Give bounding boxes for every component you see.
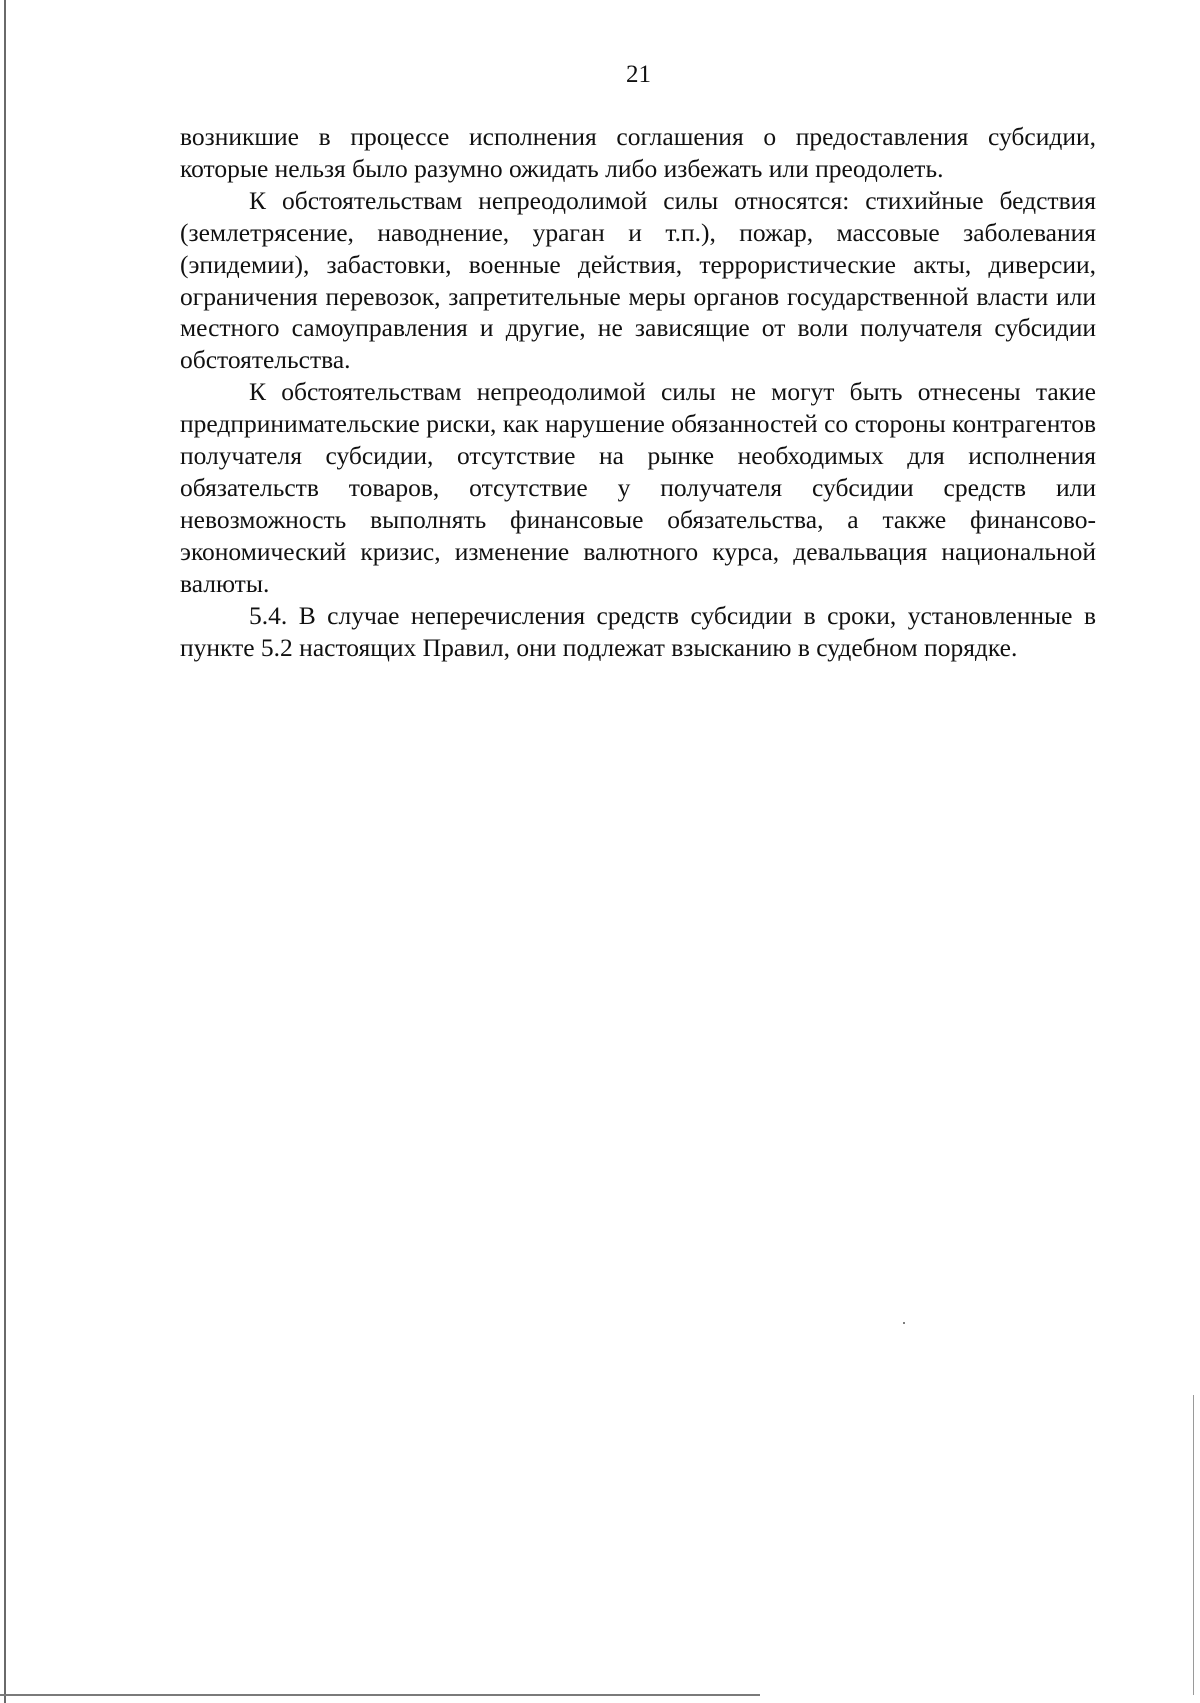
paragraph-force-majeure-list: К обстоятельствам непреодолимой силы относятся: стихийные бедствия (землетрясение, наводнение, ураган и т.п.), пожар, массовые заболевания (эпидемии), забастовки, военные действия, террористические акты, диверсии, ограничения перевозок, запретительные меры органов государственной власти или местного самоуправления и другие, не зависящие от воли получателя субсидии обстоятельства. [180, 185, 1096, 375]
paragraph-force-majeure-exclusions: К обстоятельствам непреодолимой силы не могут быть отнесены такие предпринимательские риски, как нарушение обязанностей со стороны контрагентов получателя субсидии, отсутствие на рынке необходимых для исполнения обязательств товаров, отсутствие у получателя субсидии средств или невозможность выполнять финансовые обязательства, а также финансово-экономический кризис, изменение валютного курса, девальвация национальной валюты. [180, 377, 1096, 598]
scan-speck [903, 1322, 905, 1324]
document-body [180, 121, 1096, 663]
page-number: 21 [626, 61, 651, 88]
paragraph-clause-5-4: 5.4. В случае неперечисления средств субсидии в сроки, установленные в пункте 5.2 настоящих Правил, они подлежат взысканию в судебном порядке. [180, 600, 1096, 662]
paragraph-continuation: возникшие в процессе исполнения соглашения о предоставления субсидии, которые нельзя было разумно ожидать либо избежать или преодолеть. [180, 122, 1096, 183]
scan-edge-bottom [0, 1694, 760, 1696]
scan-edge-right [1193, 1395, 1194, 1695]
scan-edge-left [4, 0, 6, 1703]
